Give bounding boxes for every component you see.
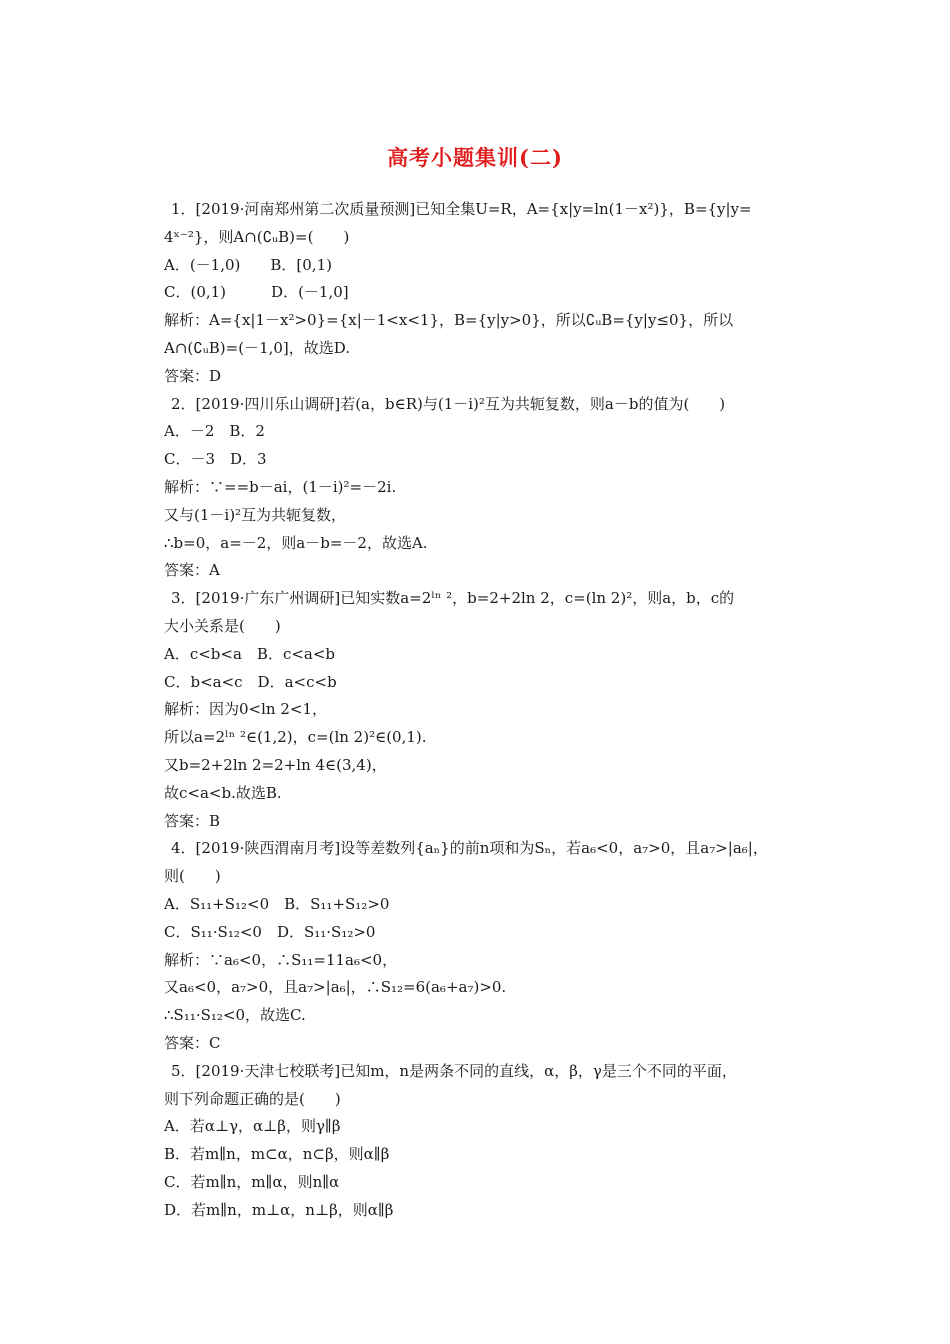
question-cont-line: 则( ) bbox=[164, 867, 221, 886]
question-cont-line: 则下列命题正确的是( ) bbox=[164, 1089, 341, 1108]
analysis-line: ∴S₁₁·S₁₂<0，故选C. bbox=[164, 1006, 306, 1025]
answer-line: 答案：C bbox=[164, 1033, 221, 1052]
option-line: A．(－1,0) B．[0,1) bbox=[164, 255, 332, 274]
answer-line: 答案：A bbox=[164, 561, 220, 580]
option-line: A．－2 B．2 bbox=[164, 422, 265, 441]
answer-line: 答案：B bbox=[164, 811, 221, 830]
option-line: A．若α⊥γ，α⊥β，则γ∥β bbox=[164, 1117, 341, 1136]
analysis-line: 所以a=2ˡⁿ ²∈(1,2)，c=(ln 2)²∈(0,1). bbox=[164, 728, 427, 747]
analysis-line: 又与(1－i)²互为共轭复数， bbox=[164, 505, 347, 524]
option-line: D．若m∥n，m⊥α，n⊥β，则α∥β bbox=[164, 1200, 394, 1219]
question-cont-line: 4ˣ⁻²}，则A∩(∁ᵤB)=( ) bbox=[164, 227, 350, 246]
option-line: C．－3 D．3 bbox=[164, 450, 267, 469]
option-line: C．b<a<c D．a<c<b bbox=[164, 672, 337, 691]
analysis-line: ∴b=0，a=－2，则a－b=－2，故选A. bbox=[164, 533, 428, 552]
option-line: C．(0,1) D．(－1,0] bbox=[164, 283, 349, 302]
option-line: A．S₁₁+S₁₂<0 B．S₁₁+S₁₂>0 bbox=[164, 894, 390, 913]
analysis-line: 故c<a<b.故选B. bbox=[164, 783, 282, 802]
question-line: 4．[2019·陕西渭南月考]设等差数列{aₙ}的前n项和为Sₙ，若a₆<0，a₇>0，且a₇>|a₆|， bbox=[171, 839, 768, 858]
option-line: C．若m∥n，m∥α，则n∥α bbox=[164, 1172, 340, 1191]
question-line: 5．[2019·天津七校联考]已知m，n是两条不同的直线，α，β，γ是三个不同的平面， bbox=[171, 1061, 737, 1080]
analysis-line: 解析：∵a₆<0，∴S₁₁=11a₆<0， bbox=[164, 950, 398, 969]
question-line: 3．[2019·广东广州调研]已知实数a=2ˡⁿ ²，b=2+2ln 2，c=(ln 2)²，则a，b，c的 bbox=[171, 589, 735, 608]
analysis-line: 解析：因为0<ln 2<1， bbox=[164, 700, 327, 719]
page-title: 高考小题集训(二) bbox=[387, 145, 563, 170]
document-body bbox=[164, 196, 824, 1224]
analysis-line: 又a₆<0，a₇>0，且a₇>|a₆|，∴S₁₂=6(a₆+a₇)>0. bbox=[164, 978, 507, 997]
question-line: 2．[2019·四川乐山调研]若(a，b∈R)与(1－i)²互为共轭复数，则a－b的值为( ) bbox=[171, 394, 726, 413]
analysis-line: 又b=2+2ln 2=2+ln 4∈(3,4)， bbox=[164, 755, 387, 774]
question-cont-line: 大小关系是( ) bbox=[164, 616, 281, 635]
answer-line: 答案：D bbox=[164, 366, 222, 385]
analysis-line: 解析：∵==b－ai，(1－i)²=－2i. bbox=[164, 477, 397, 496]
option-line: A．c<b<a B．c<a<b bbox=[164, 644, 336, 663]
option-line: B．若m∥n，m⊂α，n⊂β，则α∥β bbox=[164, 1145, 390, 1164]
option-line: C．S₁₁·S₁₂<0 D．S₁₁·S₁₂>0 bbox=[164, 922, 376, 941]
analysis-line: 解析：A={x|1－x²>0}={x|－1<x<1}，B={y|y>0}，所以∁ᵤB={y|y≤0}，所以 bbox=[164, 311, 734, 330]
analysis-cont-line: A∩(∁ᵤB)=(－1,0]，故选D. bbox=[164, 338, 351, 357]
question-line: 1．[2019·河南郑州第二次质量预测]已知全集U=R，A={x|y=ln(1－x²)}，B={y|y= bbox=[171, 200, 752, 218]
